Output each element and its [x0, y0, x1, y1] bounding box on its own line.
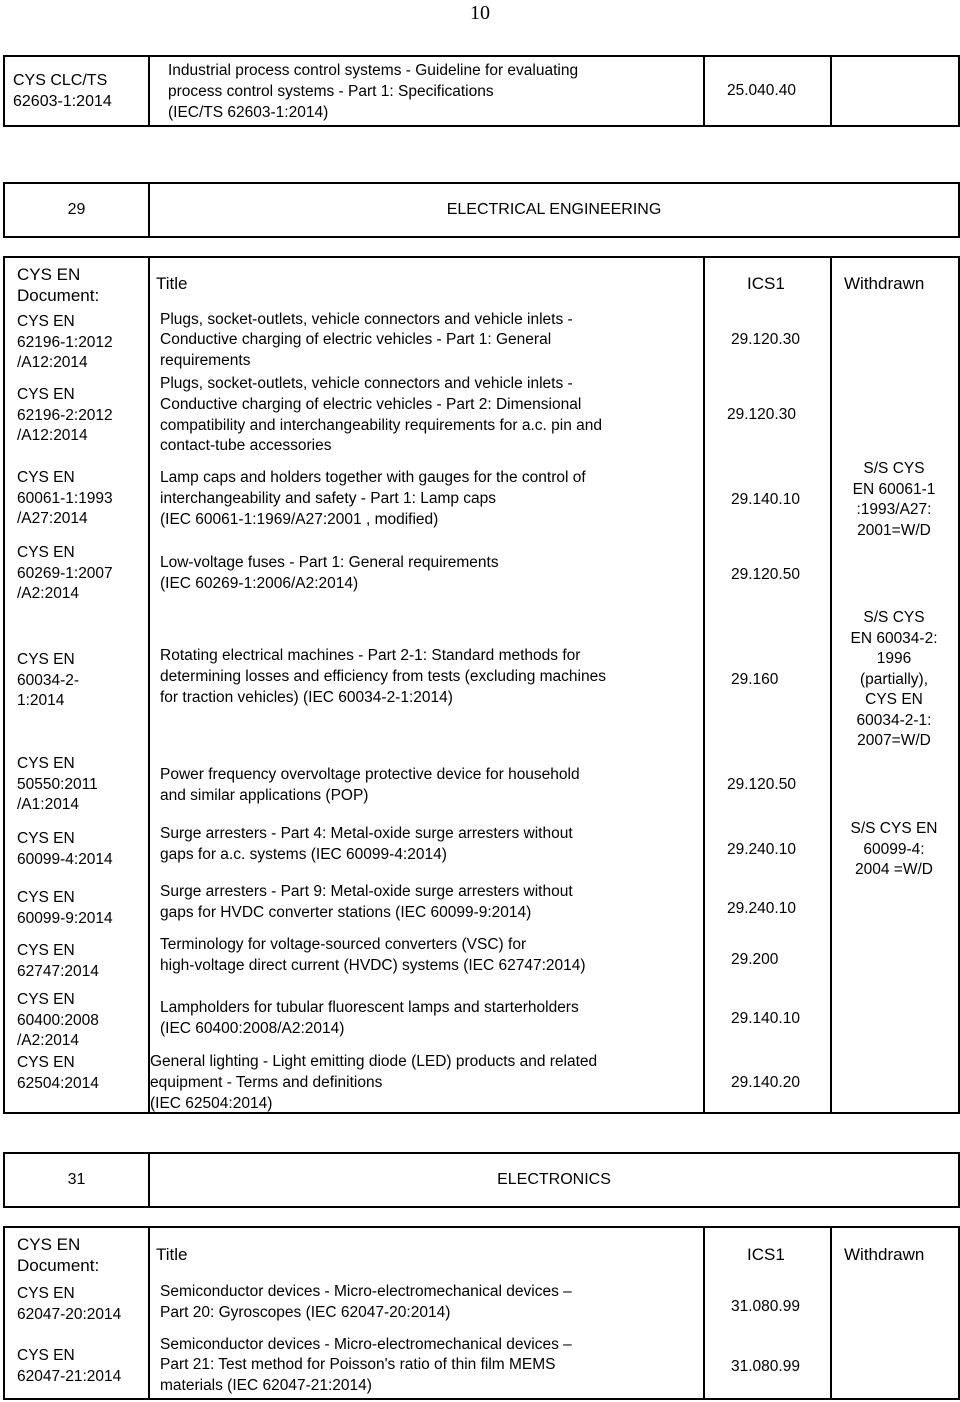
title-line: Surge arresters - Part 9: Metal-oxide surge arresters without — [160, 883, 573, 900]
title-line: determining losses and efficiency from tests (excluding machines — [160, 668, 606, 685]
doc-entry: CYS EN 62504:2014 — [17, 1054, 99, 1092]
top-doc-line: 62603-1:2014 — [13, 93, 112, 110]
ics-column — [704, 1227, 831, 1399]
top-title-line: Industrial process control systems - Guideline for evaluating — [168, 62, 579, 79]
ics-value: 29.200 — [731, 951, 779, 968]
withdrawn-column — [831, 1227, 959, 1399]
doc-entry: CYS EN 60099-4:2014 — [17, 830, 113, 868]
top-withdrawn-cell — [831, 56, 959, 126]
ics-value: 29.240.10 — [727, 900, 796, 917]
doc-entry: CYS EN 62196-2:2012 /A12:2014 — [17, 386, 113, 444]
title-column — [149, 257, 704, 1113]
title-line: (IEC 60269-1:2006/A2:2014) — [160, 575, 359, 592]
section-name: ELECTRICAL ENGINEERING — [149, 183, 959, 237]
title-line: Semiconductor devices - Micro-electromechanical devices – — [160, 1336, 572, 1353]
ics-value: 29.120.50 — [731, 566, 800, 583]
title-line: equipment - Terms and definitions — [150, 1074, 383, 1091]
doc-entry: CYS EN 60034-2- 1:2014 — [17, 651, 80, 709]
title-line: Conductive charging of electric vehicles - Part 1: General — [160, 331, 552, 348]
title-line: Rotating electrical machines - Part 2-1: Standard methods for — [160, 647, 581, 664]
title-line: (IEC 62504:2014) — [150, 1095, 273, 1112]
doc-entry: CYS EN 60099-9:2014 — [17, 889, 113, 927]
title-line: Plugs, socket-outlets, vehicle connectors and vehicle inlets - — [160, 311, 573, 328]
section-31-table — [3, 1226, 960, 1400]
title-header: Title — [156, 274, 188, 293]
section-31-header — [3, 1152, 960, 1208]
title-line: Plugs, socket-outlets, vehicle connectors and vehicle inlets - — [160, 375, 573, 392]
ics-value: 29.160 — [731, 671, 779, 688]
title-line: (IEC 60400:2008/A2:2014) — [160, 1020, 345, 1037]
title-line: materials (IEC 62047-21:2014) — [160, 1377, 372, 1394]
doc-header: CYS EN Document: — [17, 265, 100, 305]
top-standard-table — [3, 55, 960, 127]
top-title-cell — [149, 56, 704, 126]
ics-value: 29.240.10 — [727, 841, 796, 858]
top-ics-cell — [704, 56, 831, 126]
section-number: 31 — [4, 1153, 149, 1207]
doc-entry: CYS EN 60400:2008 /A2:2014 — [17, 991, 99, 1049]
title-line: Low-voltage fuses - Part 1: General requirements — [160, 554, 499, 571]
ics-value: 29.120.30 — [727, 406, 796, 423]
title-line: Power frequency overvoltage protective device for household — [160, 766, 580, 783]
title-line: for traction vehicles) (IEC 60034-2-1:2014) — [160, 689, 453, 706]
title-line: requirements — [160, 352, 251, 369]
ics-value: 29.120.30 — [731, 331, 800, 348]
top-title-line: (IEC/TS 62603-1:2014) — [168, 104, 329, 121]
doc-entry: CYS EN 62047-20:2014 — [17, 1285, 122, 1323]
ics-column — [704, 257, 831, 1113]
doc-entry: CYS EN 62196-1:2012 /A12:2014 — [17, 313, 113, 371]
title-column — [149, 1227, 704, 1399]
top-title-line: process control systems - Part 1: Specifications — [168, 83, 494, 100]
title-header: Title — [156, 1245, 188, 1264]
doc-entry: CYS EN 50550:2011 /A1:2014 — [17, 755, 98, 813]
document-column — [4, 1227, 149, 1399]
title-line: Lampholders for tubular fluorescent lamps and starterholders — [160, 999, 579, 1016]
title-line: Part 20: Gyroscopes (IEC 62047-20:2014) — [160, 1304, 451, 1321]
ics-value: 29.120.50 — [727, 776, 796, 793]
title-line: gaps for a.c. systems (IEC 60099-4:2014) — [160, 846, 447, 863]
withdrawn-column — [831, 257, 959, 1113]
title-line: General lighting - Light emitting diode (LED) products and related — [150, 1053, 598, 1070]
title-line: gaps for HVDC converter stations (IEC 60099-9:2014) — [160, 904, 532, 921]
doc-entry: CYS EN 62747:2014 — [17, 942, 99, 980]
doc-header: CYS EN Document: — [17, 1235, 100, 1275]
title-line: Semiconductor devices - Micro-electromechanical devices – — [160, 1283, 572, 1300]
section-29-table — [3, 256, 960, 1114]
title-line: contact-tube accessories — [160, 437, 332, 454]
document-column — [4, 257, 149, 1113]
title-line: interchangeability and safety - Part 1: Lamp caps — [160, 490, 497, 507]
withdrawn-header: Withdrawn — [844, 1245, 925, 1264]
section-name: ELECTRONICS — [149, 1153, 959, 1207]
doc-entry: CYS EN 60269-1:2007 /A2:2014 — [17, 544, 113, 602]
ics-header: ICS1 — [747, 274, 785, 293]
ics-value: 29.140.20 — [731, 1074, 800, 1091]
title-line: Terminology for voltage-sourced converters (VSC) for — [160, 936, 527, 953]
withdrawn-note: S/S CYS EN 60034-2: 1996 (partially), CYS EN 60034-2-1: 2007=W/D — [850, 609, 938, 749]
doc-entry: CYS EN 60061-1:1993 /A27:2014 — [17, 469, 113, 527]
ics-header: ICS1 — [747, 1245, 785, 1264]
page-number: 10 — [470, 2, 490, 24]
title-line: Conductive charging of electric vehicles - Part 2: Dimensional — [160, 396, 582, 413]
ics-value: 31.080.99 — [731, 1298, 800, 1315]
section-29-header — [3, 182, 960, 238]
title-line: and similar applications (POP) — [160, 787, 369, 804]
title-line: Part 21: Test method for Poisson's ratio of thin film MEMS — [160, 1356, 556, 1373]
doc-entry: CYS EN 62047-21:2014 — [17, 1347, 122, 1385]
title-line: Surge arresters - Part 4: Metal-oxide surge arresters without — [160, 825, 573, 842]
withdrawn-note: S/S CYS EN 60061-1 :1993/A27: 2001=W/D — [852, 460, 936, 539]
top-doc-line: CYS CLC/TS — [13, 72, 108, 89]
top-doc-cell — [4, 56, 149, 126]
withdrawn-note: S/S CYS EN 60099-4: 2004 =W/D — [850, 820, 938, 878]
title-line: high-voltage direct current (HVDC) systems (IEC 62747:2014) — [160, 957, 586, 974]
top-ics-value: 25.040.40 — [727, 82, 796, 99]
title-line: Lamp caps and holders together with gauges for the control of — [160, 469, 586, 486]
ics-value: 29.140.10 — [731, 1010, 800, 1027]
section-number: 29 — [4, 183, 149, 237]
title-line: (IEC 60061-1:1969/A27:2001 , modified) — [160, 511, 439, 528]
ics-value: 29.140.10 — [731, 491, 800, 508]
withdrawn-header: Withdrawn — [844, 274, 925, 293]
ics-value: 31.080.99 — [731, 1358, 800, 1375]
title-line: compatibility and interchangeability requirements for a.c. pin and — [160, 417, 602, 434]
